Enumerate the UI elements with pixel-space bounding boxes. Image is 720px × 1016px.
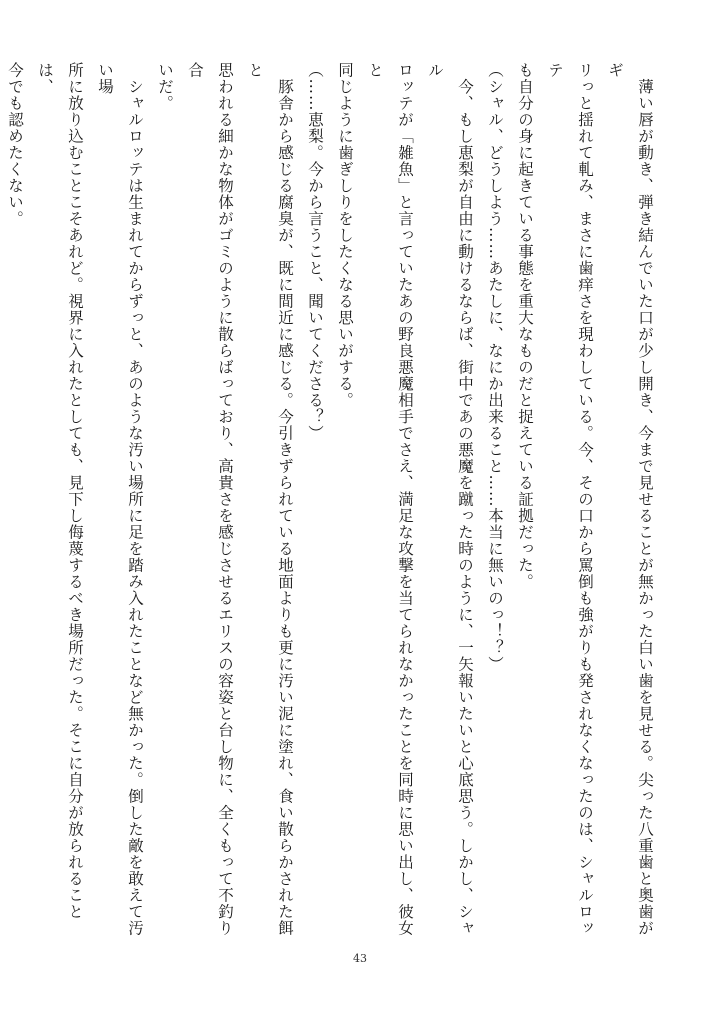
text-line: ロッテが「雑魚」と言っていたあの野良悪魔相手でさえ、満足な攻撃を当てられなかったことを同時に思い出し、彼女と bbox=[366, 62, 414, 937]
vertical-text-block bbox=[6, 62, 660, 942]
text-line: 同じように歯ぎしりをしたくなる思いがする。 bbox=[336, 62, 354, 409]
text-line: 今でも認めたくない。 bbox=[6, 62, 24, 227]
text-line: （シャル、どうしよう……あたしに、なにか出来ること……本当に無いのっ！？） bbox=[486, 62, 504, 673]
text-line: （……恵梨。今から言うこと、聞いてくださる？） bbox=[306, 62, 324, 442]
page-number: 43 bbox=[353, 952, 367, 965]
text-line: も自分の身に起きている事態を重大なものだと捉えている証拠だった。 bbox=[516, 62, 534, 590]
text-line: 思われる細かな物体がゴミのように散らばっており、高貴さを感じさせるエリスの容姿と台し物に、全くもって不釣り合 bbox=[186, 62, 234, 937]
text-line: 所に放り込むことこそあれど。視界に入れたとしても、見下し侮蔑するべき場所だった。そこに自分が放られることは、 bbox=[36, 62, 84, 920]
text-line: シャルロッテは生まれてからずっと、あのような汚い場所に足を踏み入れたことなど無かった。倒した敵を敢えて汚い場 bbox=[96, 62, 144, 937]
text-line: 今、もし恵梨が自由に動けるならば、街中であの悪魔を蹴った時のように、一矢報いたいと心底思う。しかし、シャル bbox=[426, 62, 474, 937]
text-line: 薄い唇が動き、弾き結んでいた口が少し開き、今まで見せることが無かった白い歯を見せる。尖った八重歯と奥歯がギ bbox=[606, 62, 654, 937]
text-line: いだ。 bbox=[156, 62, 174, 112]
text-line: リっと揺れて軋み、まさに歯痒さを現わしている。今、その口から罵倒も強がりも発されなくなったのは、シャルロッテ bbox=[546, 62, 594, 937]
text-line: 豚舎から感じる腐臭が、既に間近に感じる。今引きずられている地面よりも更に汚い泥に塗れ、食い散らかされた餌と bbox=[246, 62, 294, 937]
